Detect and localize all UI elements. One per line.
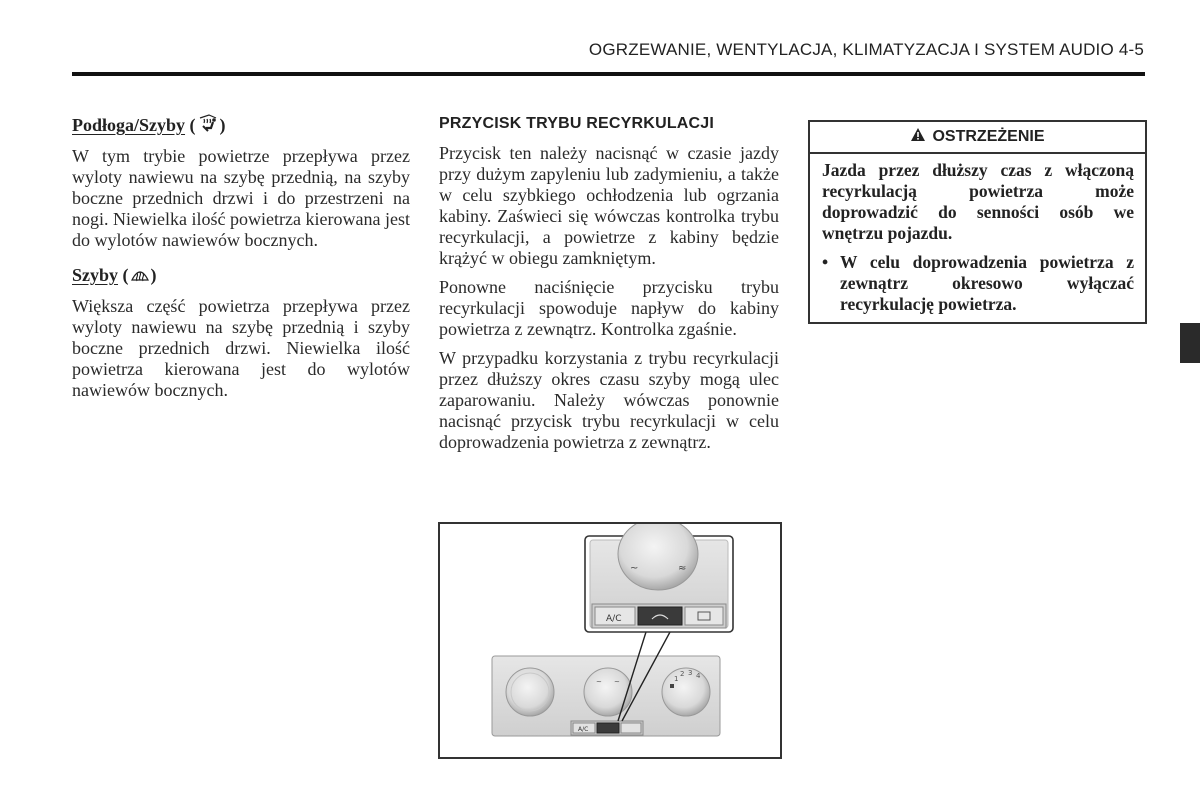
fan-speed-4: 4 <box>696 672 701 680</box>
left-column <box>72 113 410 409</box>
left-temperature-knob <box>506 668 554 716</box>
fan-speed-1: 1 <box>674 675 679 683</box>
warning-body <box>810 154 1145 322</box>
bullet-symbol: • <box>822 252 829 272</box>
paren-open: ( <box>122 265 129 285</box>
ac-label-small: A/C <box>578 726 589 733</box>
recirculation-paragraph-2: Ponowne naciśnięcie przycisku trybu recyrkulacji spowoduje napływ do kabiny powietrza z zewnątrz. Kontrolka zgaśnie. <box>439 277 779 339</box>
fan-knob <box>662 668 710 716</box>
paren-close: ) <box>150 265 157 285</box>
warning-header <box>810 122 1145 154</box>
warning-title: OSTRZEŻENIE <box>932 128 1045 145</box>
floor-windows-heading <box>72 113 410 140</box>
right-column <box>808 120 1147 324</box>
warning-triangle-icon <box>910 127 926 147</box>
recirculation-section-title: PRZYCISK TRYBU RECYRKULACJI <box>439 115 715 132</box>
windows-heading <box>72 263 410 290</box>
fan-speed-3: 3 <box>688 669 693 677</box>
mode-knob <box>584 668 632 716</box>
climate-panel-illustration <box>440 524 780 757</box>
zoom-mode-glyph-left: ~ <box>630 563 639 574</box>
zoom-mode-glyph-right: ≈ <box>678 563 687 574</box>
windows-title: Szyby <box>72 265 119 285</box>
windows-text: Większa część powietrza przepływa przez wyloty nawiewu na szybę przednią i szyby boczne przednich drzwi. Niewielka ilość powietrza kierowana jest do wylotów nawiewów bocznych. <box>72 296 410 400</box>
paren-open: ( <box>189 115 196 135</box>
rear-defrost-button <box>685 607 723 625</box>
warning-box <box>808 120 1147 324</box>
recirculation-paragraph-1: Przycisk ten należy nacisnąć w czasie jazdy przy dużym zapyleniu lub zadymieniu, a także w celu szybkiego ochłodzenia lub ogrzania kabiny. Zaświeci się wówczas kontrolka trybu recyrkulacji, a powietrze z kabiny będzie krążyć w obiegu zamkniętym. <box>439 143 779 268</box>
floor-windows-title: Podłoga/Szyby <box>72 115 186 135</box>
climate-panel-figure <box>438 522 782 759</box>
chapter-tab-marker <box>1180 323 1200 363</box>
recirculation-paragraph-3: W przypadku korzystania z trybu recyrkulacji przez dłuższy okres czasu szyby mogą ulec zaparowaniu. Należy wówczas ponownie nacisnąć przycisk trybu recyrkulacji w celu doprowadzenia powietrza z zewnątrz. <box>439 348 779 452</box>
page-header-title: OGRZEWANIE, WENTYLACJA, KLIMATYZACJA I SYSTEM AUDIO 4-5 <box>588 40 1144 59</box>
warning-bullet-text: W celu doprowadzenia powietrza z zewnątrz okresowo wyłączać recyrkulację powietrza. <box>840 252 1134 314</box>
middle-column <box>439 113 779 461</box>
floor-defrost-icon <box>197 114 219 140</box>
defrost-icon <box>130 266 150 290</box>
warning-bullet <box>822 252 1134 315</box>
ac-label: A/C <box>606 614 622 624</box>
fan-speed-2: 2 <box>680 670 685 678</box>
header-rule <box>72 72 1145 76</box>
paren-close: ) <box>219 115 226 135</box>
warning-text: Jazda przez dłuższy czas z włączoną recyrkulacją powietrza może doprowadzić do senności osób we wnętrzu pojazdu. <box>822 160 1134 243</box>
recirculation-button <box>638 607 682 625</box>
svg-text:~: ~ <box>614 678 620 686</box>
floor-windows-text: W tym trybie powietrze przepływa przez wyloty nawiewu na szybę przednią, na szyby boczne przednich drzwi i do przestrzeni na nogi. Niewielka ilość powietrza kierowana jest do wylotów nawiewów bocznych. <box>72 146 410 250</box>
svg-text:~: ~ <box>596 678 602 686</box>
